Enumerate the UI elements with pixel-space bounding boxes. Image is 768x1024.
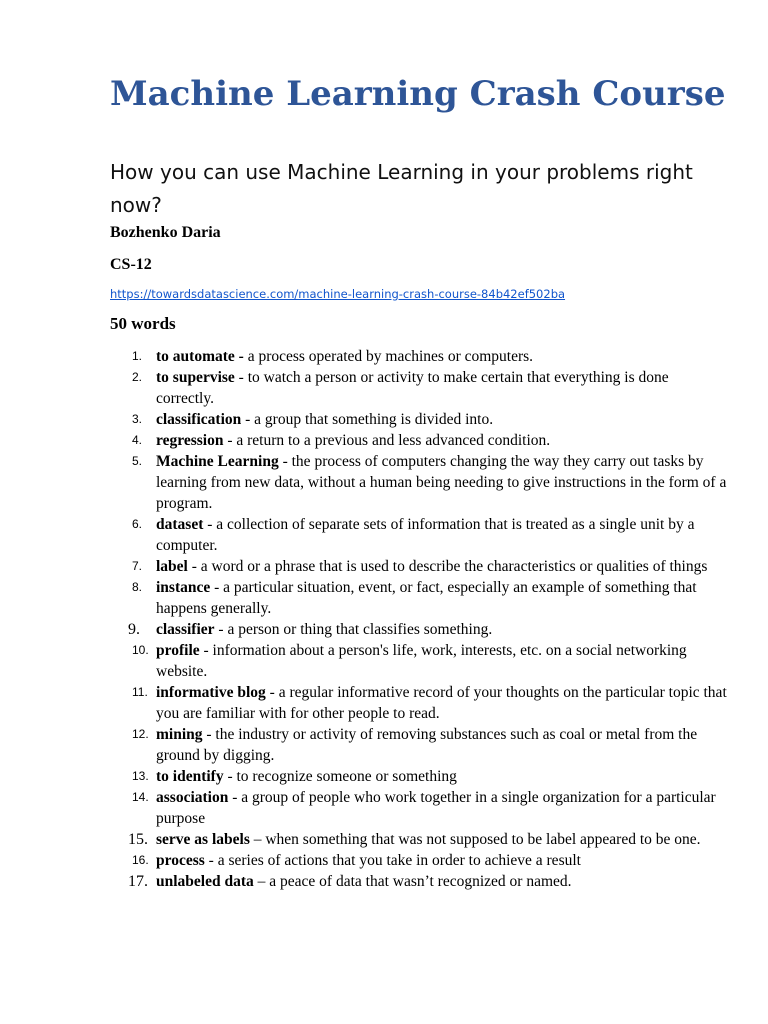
author-name: Bozhenko Daria xyxy=(110,224,221,241)
item-definition: – when something that was not supposed to be label appeared to be one. xyxy=(249,831,701,848)
item-definition: - to watch a person or activity to make certain that everything is done correctly. xyxy=(156,369,669,407)
item-term: Machine Learning xyxy=(156,453,279,470)
item-number: 1. xyxy=(132,349,143,363)
list-item xyxy=(110,787,730,829)
item-term: to supervise xyxy=(156,369,235,386)
item-number: 11. xyxy=(132,685,148,699)
list-item xyxy=(110,367,730,409)
list-item xyxy=(110,346,730,367)
item-term: label xyxy=(156,558,188,575)
item-definition: - a regular informative record of your thoughts on the particular topic that you are familiar with for other people to read. xyxy=(156,684,727,722)
list-item xyxy=(110,829,730,850)
item-number: 15. xyxy=(128,831,148,848)
item-number: 2. xyxy=(132,370,143,384)
item-term: profile xyxy=(156,642,200,659)
item-term: process xyxy=(156,852,205,869)
list-item xyxy=(110,556,730,577)
item-term: regression xyxy=(156,432,224,449)
item-number: 8. xyxy=(132,580,143,594)
list-item xyxy=(110,640,730,682)
list-item xyxy=(110,451,730,514)
item-term: to automate - xyxy=(156,348,244,365)
vocabulary-list xyxy=(110,346,730,892)
item-term: unlabeled data xyxy=(156,873,254,890)
item-number: 3. xyxy=(132,412,143,426)
list-item xyxy=(110,577,730,619)
item-term: mining xyxy=(156,726,203,743)
list-item xyxy=(110,766,730,787)
item-number: 7. xyxy=(132,559,143,573)
item-definition: - to recognize someone or something xyxy=(223,768,457,785)
item-definition: - a word or a phrase that is used to describe the characteristics or qualities of things xyxy=(187,558,708,575)
item-definition: - the process of computers changing the way they carry out tasks by learning from new data, without a human being needing to give instructions in the form of a program. xyxy=(156,453,727,512)
list-item xyxy=(110,409,730,430)
item-definition: – a peace of data that wasn’t recognized or named. xyxy=(253,873,572,890)
item-definition: - a group that something is divided into. xyxy=(241,411,494,428)
item-term: informative blog xyxy=(156,684,266,701)
item-number: 4. xyxy=(132,433,143,447)
item-number: 16. xyxy=(132,853,149,867)
item-definition: - a group of people who work together in a single organization for a particular purpose xyxy=(156,789,716,827)
item-number: 9. xyxy=(128,621,140,638)
item-number: 14. xyxy=(132,790,149,804)
item-number: 12. xyxy=(132,727,149,741)
item-number: 5. xyxy=(132,454,143,468)
item-term: serve as labels xyxy=(156,831,250,848)
item-definition: - the industry or activity of removing substances such as coal or metal from the ground by digging. xyxy=(156,726,698,764)
item-definition: - a return to a previous and less advanced condition. xyxy=(223,432,551,449)
list-item xyxy=(110,619,730,640)
item-term: association xyxy=(156,789,229,806)
item-term: dataset xyxy=(156,516,204,533)
item-number: 10. xyxy=(132,643,149,657)
document-subtitle: How you can use Machine Learning in your problems right now? xyxy=(110,160,693,217)
list-item xyxy=(110,850,730,871)
item-term: classifier xyxy=(156,621,215,638)
list-item xyxy=(110,682,730,724)
list-item xyxy=(110,724,730,766)
list-item xyxy=(110,871,730,892)
item-definition: - a series of actions that you take in order to achieve a result xyxy=(204,852,581,869)
item-definition: - a particular situation, event, or fact, especially an example of something that happens generally. xyxy=(156,579,697,617)
item-term: classification xyxy=(156,411,242,428)
item-definition: - information about a person's life, work, interests, etc. on a social networking website. xyxy=(156,642,687,680)
section-heading: 50 words xyxy=(110,314,176,333)
item-term: instance xyxy=(156,579,211,596)
item-term: to identify xyxy=(156,768,224,785)
item-number: 17. xyxy=(128,873,148,890)
item-definition: - a person or thing that classifies something. xyxy=(214,621,493,638)
group-code: CS-12 xyxy=(110,256,152,273)
list-item xyxy=(110,514,730,556)
item-definition: a process operated by machines or computers. xyxy=(243,348,534,365)
source-link[interactable]: https://towardsdatascience.com/machine-learning-crash-course-84b42ef502ba xyxy=(110,287,566,301)
item-number: 6. xyxy=(132,517,143,531)
item-definition: - a collection of separate sets of information that is treated as a single unit by a computer. xyxy=(156,516,695,554)
item-number: 13. xyxy=(132,769,149,783)
document-title: Machine Learning Crash Course xyxy=(110,74,726,114)
list-item xyxy=(110,430,730,451)
